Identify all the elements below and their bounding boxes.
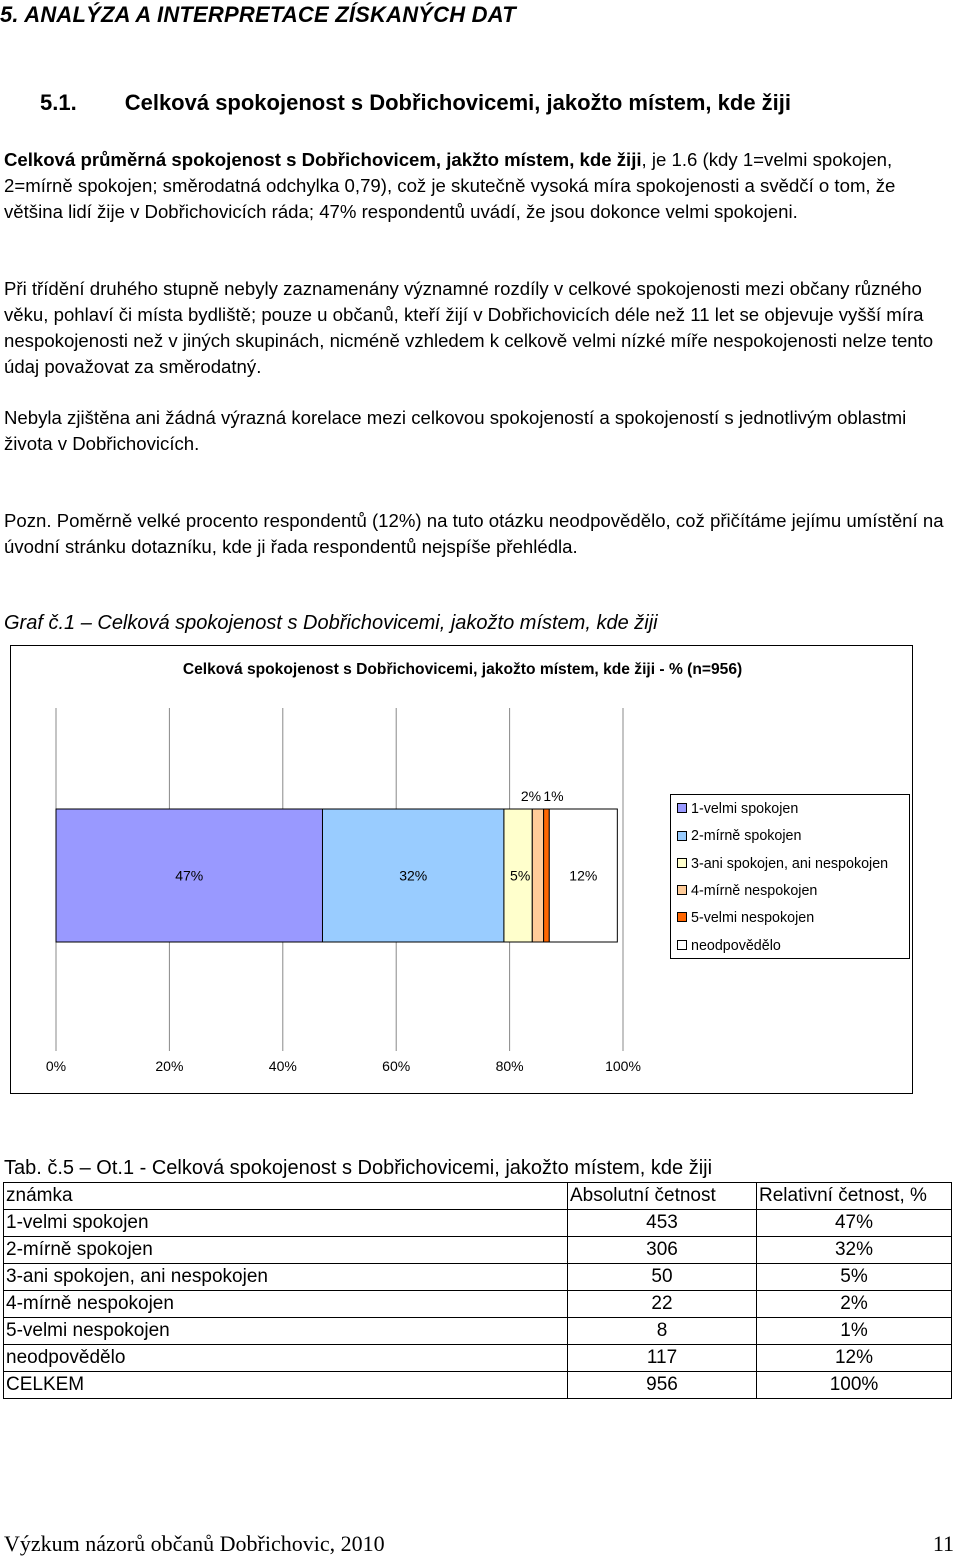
table-cell: 3-ani spokojen, ani nespokojen <box>4 1264 568 1291</box>
subsection-title: Celková spokojenost s Dobřichovicemi, jakožto místem, kde žiji <box>124 90 792 115</box>
legend-swatch <box>677 912 687 922</box>
table-row <box>4 1210 952 1237</box>
paragraph-second-degree: Při třídění druhého stupně nebyly zaznamenány významné rozdíly v celkové spokojenosti mezi občany různého věku, pohlaví či místa bydliště; pouze u občanů, kteří žijí v Dobřichovicích déle než 11 let se objevuje vyšší míra nespokojenosti než v jiných skupinách, nicméně vzhledem k celkově velmi nízké míře nespokojenosti nelze tento údaj považovat za směrodatný. <box>4 278 934 377</box>
table-cell: 2% <box>757 1291 952 1318</box>
section-title: 5. ANALÝZA A INTERPRETACE ZÍSKANÝCH DAT <box>0 2 516 27</box>
table-row <box>4 1264 952 1291</box>
legend-label: 5-velmi nespokojen <box>691 910 815 927</box>
legend-label: neodpovědělo <box>691 937 781 954</box>
table-cell: 47% <box>757 1210 952 1237</box>
paragraph-summary <box>4 147 956 225</box>
paragraph-correlation: Nebyla zjištěna ani žádná výrazná korelace mezi celkovou spokojeností a spokojeností s jednotlivým oblastmi života v Dobřichovicích. <box>4 407 907 454</box>
bar-segment <box>544 809 550 942</box>
legend-item <box>677 828 801 844</box>
chart-legend <box>670 794 910 959</box>
table-row <box>4 1345 952 1372</box>
paragraph-summary-bold: Celková průměrná spokojenost s Dobřichovicem, jakžto místem, kde žiji <box>4 149 642 170</box>
legend-item <box>677 856 888 872</box>
table-cell: 100% <box>757 1372 952 1399</box>
table-cell: 1-velmi spokojen <box>4 1210 568 1237</box>
table-cell: 12% <box>757 1345 952 1372</box>
x-tick-label: 60% <box>382 1058 411 1074</box>
table-cell: 32% <box>757 1237 952 1264</box>
legend-label: 2-mírně spokojen <box>691 828 802 845</box>
paragraph-note: Pozn. Poměrně velké procento respondentů (12%) na tuto otázku neodpovědělo, což přičítáme jejímu umístění na úvodní stránku dotazníku, kde ji řada respondentů nejspíše přehlédla. <box>4 510 944 557</box>
subsection-heading <box>40 90 791 116</box>
table-row <box>4 1372 952 1399</box>
table-cell: 22 <box>568 1291 757 1318</box>
chart-title: Celková spokojenost s Dobřichovicemi, jakožto místem, kde žiji - % (n=956) <box>182 661 743 678</box>
table-cell: neodpovědělo <box>4 1345 568 1372</box>
table-row <box>4 1318 952 1345</box>
data-label: 5% <box>510 867 531 884</box>
x-tick-label: 0% <box>45 1058 67 1074</box>
chart-frame <box>10 645 913 1094</box>
legend-item <box>677 910 814 926</box>
table-cell: 5-velmi nespokojen <box>4 1318 568 1345</box>
table-header-row <box>4 1183 952 1210</box>
table-cell: 306 <box>568 1237 757 1264</box>
data-label: 47% <box>175 867 204 884</box>
table-cell: 453 <box>568 1210 757 1237</box>
legend-swatch <box>677 858 687 868</box>
data-label: 12% <box>569 867 598 884</box>
table-cell: 4-mírně nespokojen <box>4 1291 568 1318</box>
table-cell: Absolutní četnost <box>568 1183 757 1210</box>
legend-item <box>677 938 781 954</box>
frequency-table <box>3 1182 952 1399</box>
legend-label: 1-velmi spokojen <box>691 801 799 817</box>
table-cell: CELKEM <box>4 1372 568 1399</box>
x-tick-label: 100% <box>605 1058 641 1074</box>
legend-swatch <box>677 885 687 895</box>
table-cell: Relativní četnost, % <box>757 1183 952 1210</box>
table-cell: 956 <box>568 1372 757 1399</box>
x-tick-label: 20% <box>155 1058 184 1074</box>
legend-swatch <box>677 831 687 841</box>
bar-segment <box>532 809 543 942</box>
table-cell: 5% <box>757 1264 952 1291</box>
paragraph-summary-text: , je 1.6 (kdy 1=velmi spokojen, 2=mírně spokojen; směrodatná odchylka 0,79), což je skutečně vysoká míra spokojenosti a svědčí o tom, že většina lidí žije v Dobřichovicích ráda; 47% respondentů uvádí, že jsou dokonce velmi spokojeni. <box>4 149 896 222</box>
table-cell: 50 <box>568 1264 757 1291</box>
table-row <box>4 1237 952 1264</box>
page-number: 11 <box>932 1531 954 1556</box>
data-label: 32% <box>399 867 428 884</box>
legend-item <box>677 883 817 899</box>
legend-label: 3-ani spokojen, ani nespokojen <box>691 855 889 872</box>
graph-caption: Graf č.1 – Celková spokojenost s Dobřichovicemi, jakožto místem, kde žiji <box>4 612 658 634</box>
legend-swatch <box>677 940 687 950</box>
table-cell: 2-mírně spokojen <box>4 1237 568 1264</box>
data-label: 2% <box>520 788 542 804</box>
table-cell: známka <box>4 1183 568 1210</box>
x-tick-label: 80% <box>495 1058 524 1074</box>
legend-label: 4-mírně nespokojen <box>691 882 818 899</box>
subsection-number: 5.1. <box>40 90 77 115</box>
table-caption: Tab. č.5 – Ot.1 - Celková spokojenost s Dobřichovicemi, jakožto místem, kde žiji <box>4 1157 713 1179</box>
legend-item <box>677 801 798 817</box>
table-cell: 117 <box>568 1345 757 1372</box>
table-cell: 8 <box>568 1318 757 1345</box>
data-label: 1% <box>543 788 564 804</box>
table-row <box>4 1291 952 1318</box>
legend-swatch <box>677 803 687 813</box>
table-cell: 1% <box>757 1318 952 1345</box>
x-tick-label: 40% <box>268 1058 297 1074</box>
footer-text: Výzkum názorů občanů Dobřichovic, 2010 <box>4 1531 385 1556</box>
